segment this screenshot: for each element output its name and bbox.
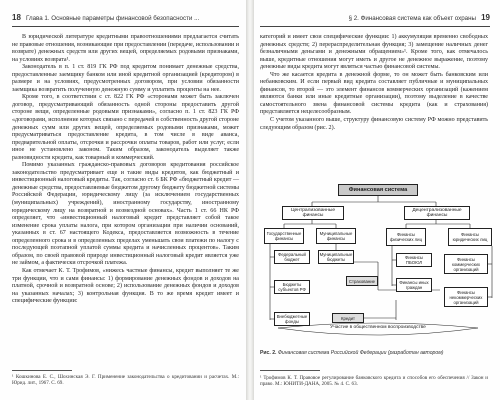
figure-caption bbox=[260, 350, 490, 356]
left-header-rule bbox=[12, 26, 239, 27]
left-footnote: ¹ Кошкинова Е. С., Шохинская Э. Г. Применение законодательства о кредитовании и расчетах. М.: Юрид. лит., 1967. С. 69. bbox=[12, 374, 239, 387]
paragraph: С учетом указанного выше, структуру финансовую систему РФ можно представить следующим образом (рис. 2). bbox=[260, 117, 488, 131]
figure-caption-label: Рис. 2. bbox=[260, 350, 277, 356]
paragraph: категорий и имеет свои специфические функции: 1) аккумуляция временно свободных денежных средств; 2) перераспределительная функция; 3) замещение наличных денег безналичными деньгами и денежными обращением»¹. Кроме того, как отмечалось выше, кредитные отношения могут иметь и другое не денежное выражение, поэтому денежные виды кредита могут являться частью финансовой системы. bbox=[260, 34, 488, 71]
paragraph: Помимо указанных гражданско-правовых договоров кредитования российское законодательство предусматривает еще и такие виды кредитов, как бюджетный и инвестиционный налоговый кредиты. Так, согласно ст. 6 БК РФ «бюджетный кредит — денежные средства, предоставляемые бюджетом другому бюджету бюджетной системы Российской Федерации, юридическому лицу (за исключением государственных (муниципальных) учреждений), иностранному государству, иностранному юридическому лицу на возвратной и возмездной основах». Часть 1 ст. 66 НК РФ определяет, что «инвестиционный налоговый кредит представляет собой такое изменение срока уплаты налога, при котором организации при наличии оснований, указанных в ст. 67 настоящего Кодекса, предоставляется возможность в течение определенного срока и в определенных пределах уменьшать свои платежи по налогу с последующей поэтапной уплатой суммы кредита и начисленных процентов». Таким образом, по своей правовой природе инвестиционный налоговый кредит является уже не займом, а фактически отсрочкой платежа. bbox=[12, 162, 239, 267]
right-running-title: § 2. Финансовая система как объект охраны bbox=[348, 15, 476, 22]
diagram-bottom-band-label: Участие в общественном воспроизводстве bbox=[330, 325, 426, 330]
left-page-number: 18 bbox=[12, 13, 21, 22]
left-page bbox=[0, 0, 246, 400]
diagram-state-finance: Государственные финансы bbox=[264, 228, 304, 244]
diagram-citizens-finance: Финансы иных граждан bbox=[396, 278, 432, 292]
book-gutter bbox=[246, 0, 254, 400]
diagram-commercial-finance: Финансы коммерческих организаций bbox=[444, 254, 488, 274]
diagram-credit: Кредит bbox=[332, 313, 364, 323]
financial-system-diagram bbox=[260, 180, 496, 340]
right-footnote-rule bbox=[260, 370, 320, 371]
paragraph: Что же касается кредита в денежной форме, то он может быть банковским или небанковским. И если первый вид кредита составляет публичные и муниципальных финансов, то второй — это элемент финансов коммерческих организаций (кажением являются банки или иные кредитные организации), поэтому выделение в качестве самостоятельного звена финансовой системы кредита (как и страхования) представляется нецелесообразным. bbox=[260, 71, 488, 116]
right-body-text bbox=[260, 34, 488, 132]
diagram-legal-entities-finance: Финансы юридических лиц bbox=[448, 228, 492, 246]
paragraph: В юридической литературе кредитными правоотношениями предлагается считать не правовые отношения, возникающие при предоставлении (передаче, использовании и возврате) денежных средств или других вещей, определяемых родовыми признаками, на условиях возврата¹. bbox=[12, 34, 239, 63]
left-running-head bbox=[12, 14, 240, 24]
diagram-decentralized-finance: Децентрализованные финансы bbox=[404, 206, 470, 220]
left-running-title: Глава 1. Основные параметры финансовой безопасности ... bbox=[26, 15, 200, 22]
diagram-pboul-finance: Финансы ПБОЮЛ bbox=[396, 253, 432, 267]
right-footnote: ¹ Трофимов К. Т. Правовое регулирование банковского кредита и способов его обеспечения // Закон и право. М.: ЮНИТИ-ДАНА, 2005. № 4. С. 63. bbox=[260, 375, 488, 388]
diagram-municipal-budgets: Муниципальные бюджеты bbox=[319, 252, 353, 262]
figure-caption-text: Финансовая система Российской Федерации (разработан автором) bbox=[277, 350, 444, 356]
diagram-root-financial-system: Финансовая система bbox=[338, 184, 418, 196]
diagram-centralized-finance: Централизованные финансы bbox=[282, 206, 344, 220]
diagram-federal-budget: Федеральный бюджет bbox=[274, 250, 310, 264]
right-page bbox=[254, 0, 500, 400]
paragraph: Кроме того, в соответствии с ст. 822 ГК РФ «сторонами может быть заключен договор, предусматривающий обязанность одной стороны предоставить другой стороне вещи, определенные родовыми признаками», согласно п. 1 ст. 823 ГК РФ «договорами, исполнение которых связано с передачей в собственность другой стороне денежных сумм или других вещей, определяемых родовыми признаками, может предусматриваться предоставление кредита, в том числе в виде аванса, предварительной оплаты, отсрочки и рассрочки оплаты товаров, работ или услуг, если иное не установлено законом. Таким образом, законодатель выделяет также разновидности кредита, как товарный и коммерческий. bbox=[12, 94, 239, 161]
diagram-noncommercial-finance: Финансы некоммерческих организаций bbox=[444, 287, 488, 307]
paragraph: Как отмечает К. Т. Трофимов, «нижесь частные финансы, кредит выполняет те же три функции, что и сами финансы: 1) формирование денежных фондов и доходов на платной, срочной и возвратной основе; 2) использование денежных фондов и доходов на указанных началах; 3) контрольная функция. В то же время кредит имеет и специфические функции: bbox=[12, 267, 239, 305]
diagram-individuals-finance: Финансы физических лиц bbox=[386, 228, 426, 246]
right-page-number: 19 bbox=[481, 13, 490, 22]
paragraph: Законодатель в п. 1 ст. 819 ГК РФ под кредитом понимает денежные средства, предоставленные заемщику банком или иной кредитной организацией (кредитором) в размере и на условиях, предусмотренных договором, при условии обязанности заемщика возвратить полученную денежную сумму и уплатить проценты на нее. bbox=[12, 64, 239, 93]
left-footnote-rule bbox=[12, 370, 72, 371]
diagram-insurance: Страхование bbox=[346, 276, 378, 286]
diagram-extrabudgetary-funds: Внебюджетные фонды bbox=[274, 312, 310, 326]
right-running-head bbox=[260, 14, 490, 24]
left-body-text bbox=[12, 34, 239, 306]
diagram-municipal-finance: Муниципальные финансы bbox=[316, 228, 356, 244]
diagram-subject-budgets: Бюджеты субъектов РФ bbox=[274, 280, 310, 294]
right-header-rule bbox=[260, 26, 490, 27]
